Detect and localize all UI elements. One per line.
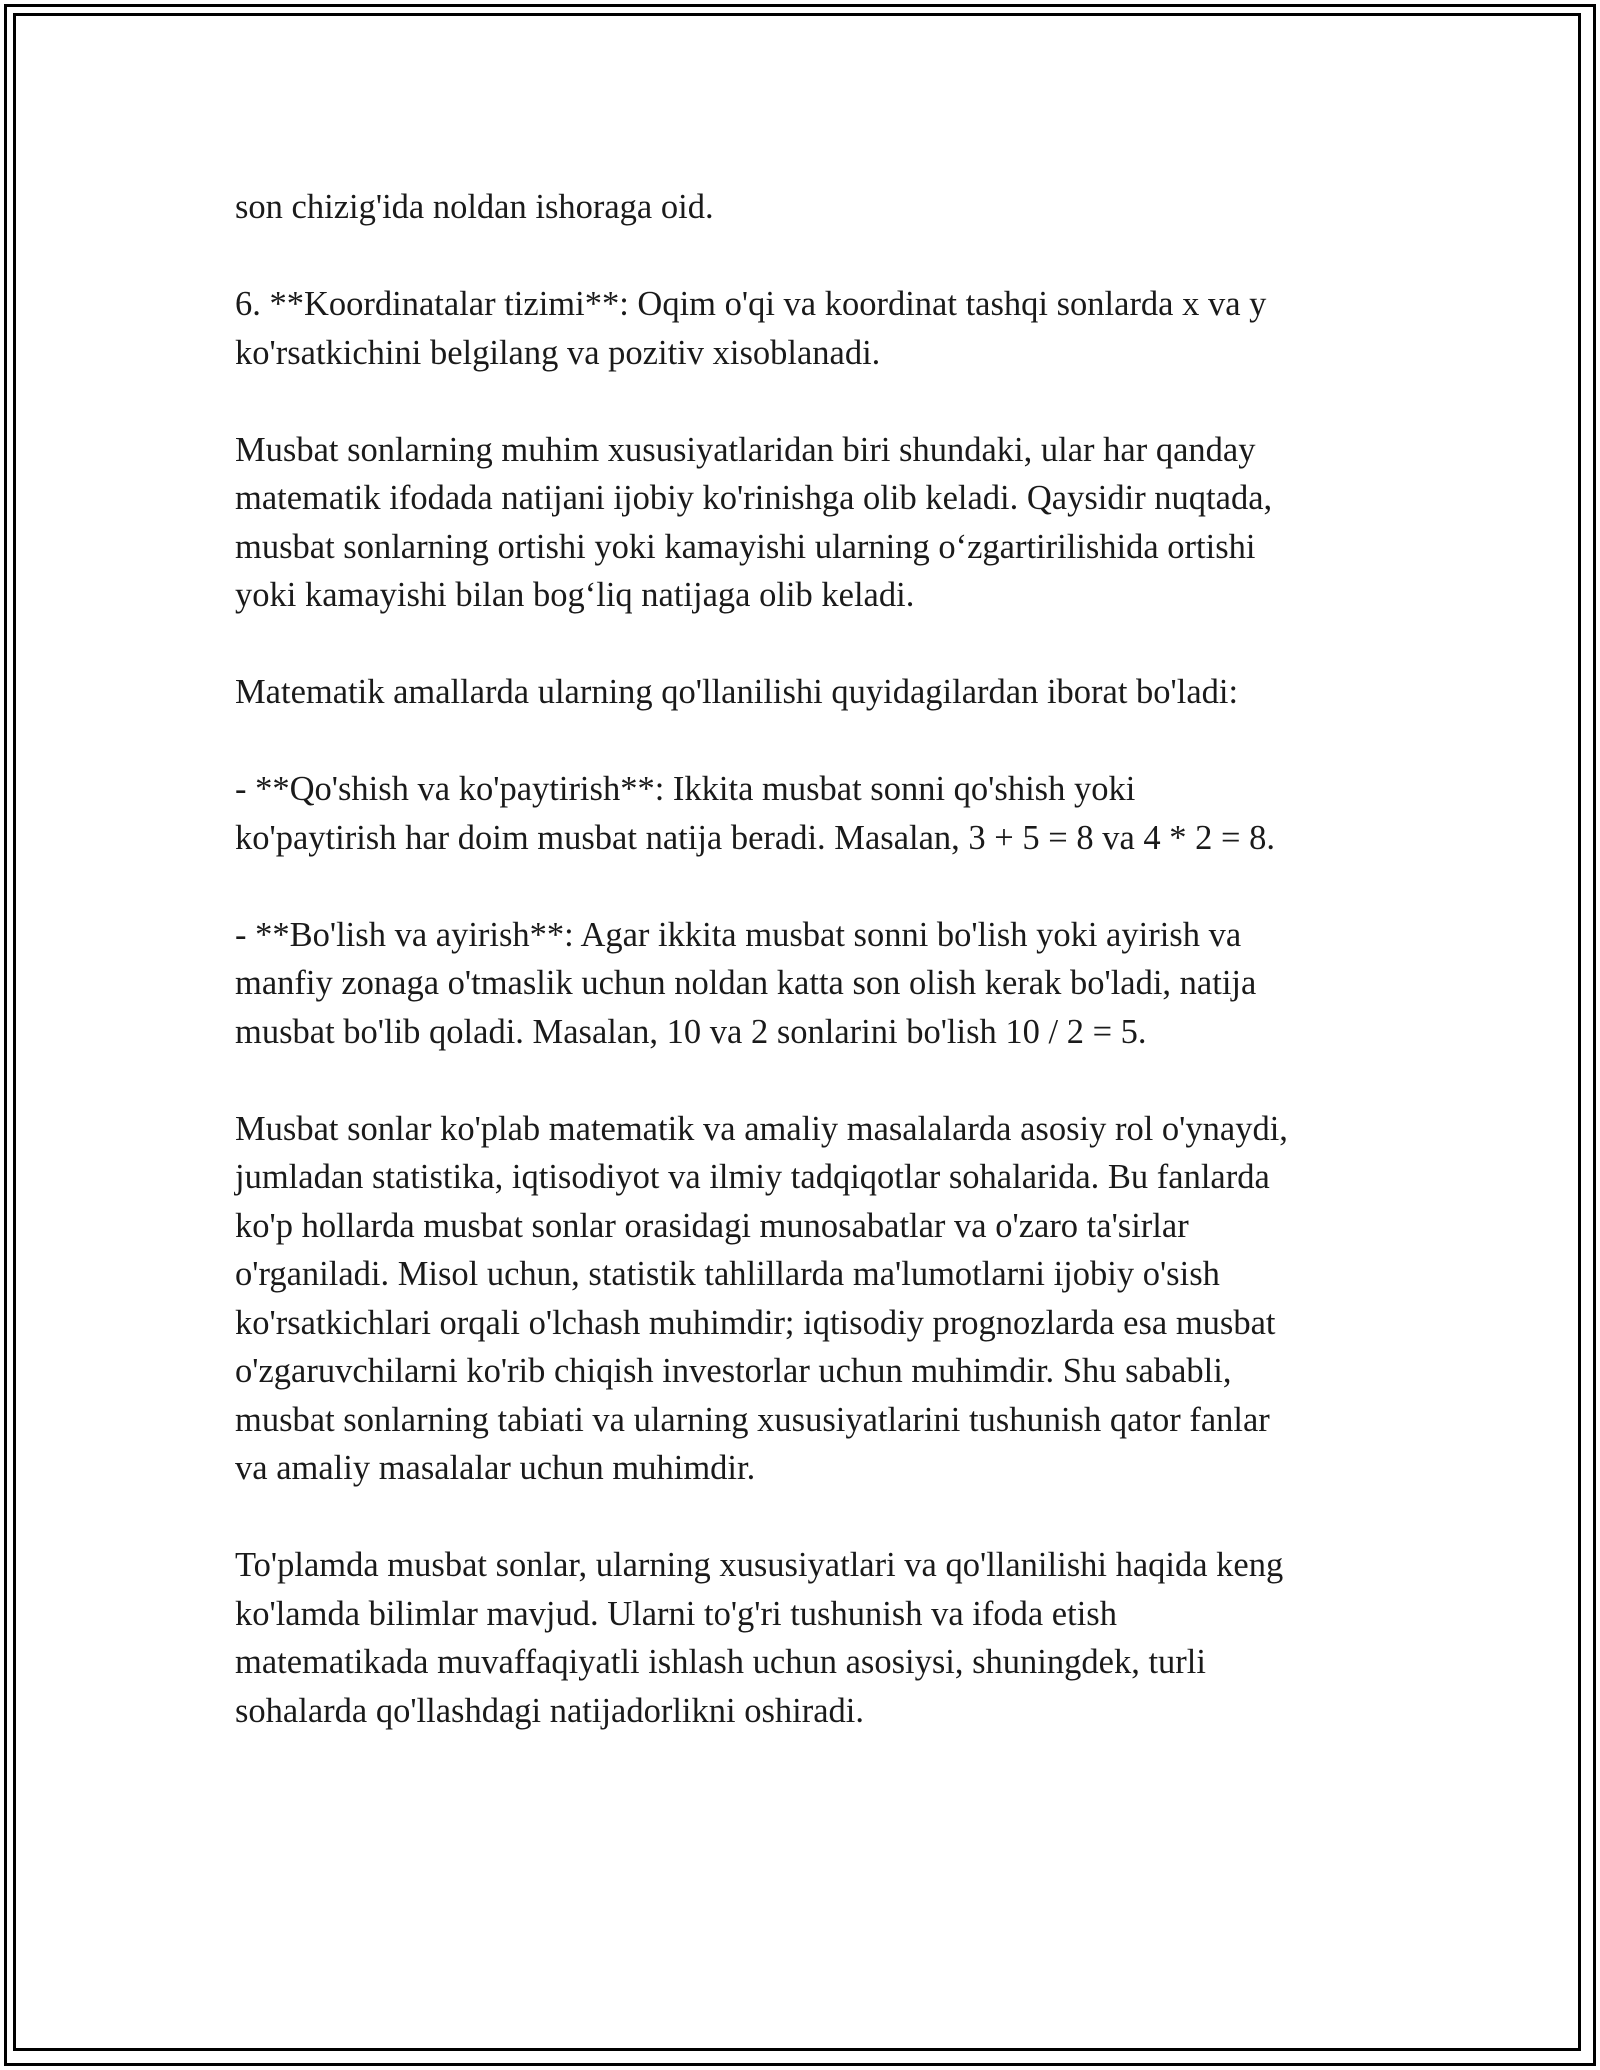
text-line: son chizig'ida noldan ishoraga oid. <box>235 188 714 226</box>
text-line: musbat bo'lib qoladi. Masalan, 10 va 2 sonlarini bo'lish 10 / 2 = 5. <box>235 1012 1147 1051</box>
text-line: Matematik amallarda ularning qo'llanilishi quyidagilardan iborat bo'ladi: <box>235 673 1239 711</box>
paragraph <box>235 183 1375 232</box>
text-line: yoki kamayishi bilan bog‘liq natijaga olib keladi. <box>235 576 915 614</box>
text-line: Musbat sonlarning muhim xususiyatlaridan biri shundaki, ular har qanday <box>235 430 1256 469</box>
text-line: o'rganiladi. Misol uchun, statistik tahlillarda ma'lumotlarni ijobiy o'sish <box>235 1255 1220 1293</box>
text-line: ko'p hollarda musbat sonlar orasidagi munosabatlar va o'zaro ta'sirlar <box>235 1206 1189 1245</box>
paragraph <box>235 765 1375 862</box>
text-line: ko'rsatkichini belgilang va pozitiv xisoblanadi. <box>235 333 881 372</box>
text-line: jumladan statistika, iqtisodiyot va ilmiy tadqiqotlar sohalarida. Bu fanlarda <box>235 1158 1270 1196</box>
text-line: musbat sonlarning tabiati va ularning xususiyatlarini tushunish qator fanlar <box>235 1400 1270 1439</box>
paragraph <box>235 1105 1375 1493</box>
text-line: va amaliy masalalar uchun muhimdir. <box>235 1449 756 1487</box>
text-line: matematik ifodada natijani ijobiy ko'rinishga olib keladi. Qaysidir nuqtada, <box>235 479 1273 517</box>
text-line: ko'paytirish har doim musbat natija beradi. Masalan, 3 + 5 = 8 va 4 * 2 = 8. <box>235 818 1275 857</box>
text-line: ko'lamda bilimlar mavjud. Ularni to'g'ri tushunish va ifoda etish <box>235 1594 1117 1633</box>
text-line: matematikada muvaffaqiyatli ishlash uchun asosiysi, shuningdek, turli <box>235 1643 1206 1681</box>
text-line: 6. **Koordinatalar tizimi**: Oqim o'qi va koordinat tashqi sonlarda x va y <box>235 285 1267 323</box>
paragraph <box>235 280 1375 377</box>
text-line: sohalarda qo'llashdagi natijadorlikni oshiradi. <box>235 1691 864 1730</box>
text-line: To'plamda musbat sonlar, ularning xususiyatlari va qo'llanilishi haqida keng <box>235 1546 1284 1584</box>
text-line: o'zgaruvchilarni ko'rib chiqish investorlar uchun muhimdir. Shu sababli, <box>235 1352 1232 1390</box>
paragraph <box>235 911 1375 1057</box>
text-line: - **Bo'lish va ayirish**: Agar ikkita musbat sonni bo'lish yoki ayirish va <box>235 915 1242 954</box>
paragraph <box>235 668 1375 717</box>
paragraph <box>235 426 1375 620</box>
text-line: ko'rsatkichlari orqali o'lchash muhimdir; iqtisodiy prognozlarda esa musbat <box>235 1303 1276 1342</box>
document-body <box>235 183 1375 1784</box>
text-line: manfiy zonaga o'tmaslik uchun noldan katta son olish kerak bo'ladi, natija <box>235 964 1257 1002</box>
text-line: musbat sonlarning ortishi yoki kamayishi ularning o‘zgartirilishida ortishi <box>235 527 1256 566</box>
paragraph <box>235 1541 1375 1735</box>
text-line: Musbat sonlar ko'plab matematik va amaliy masalalarda asosiy rol o'ynaydi, <box>235 1109 1288 1148</box>
text-line: - **Qo'shish va ko'paytirish**: Ikkita musbat sonni qo'shish yoki <box>235 770 1136 808</box>
